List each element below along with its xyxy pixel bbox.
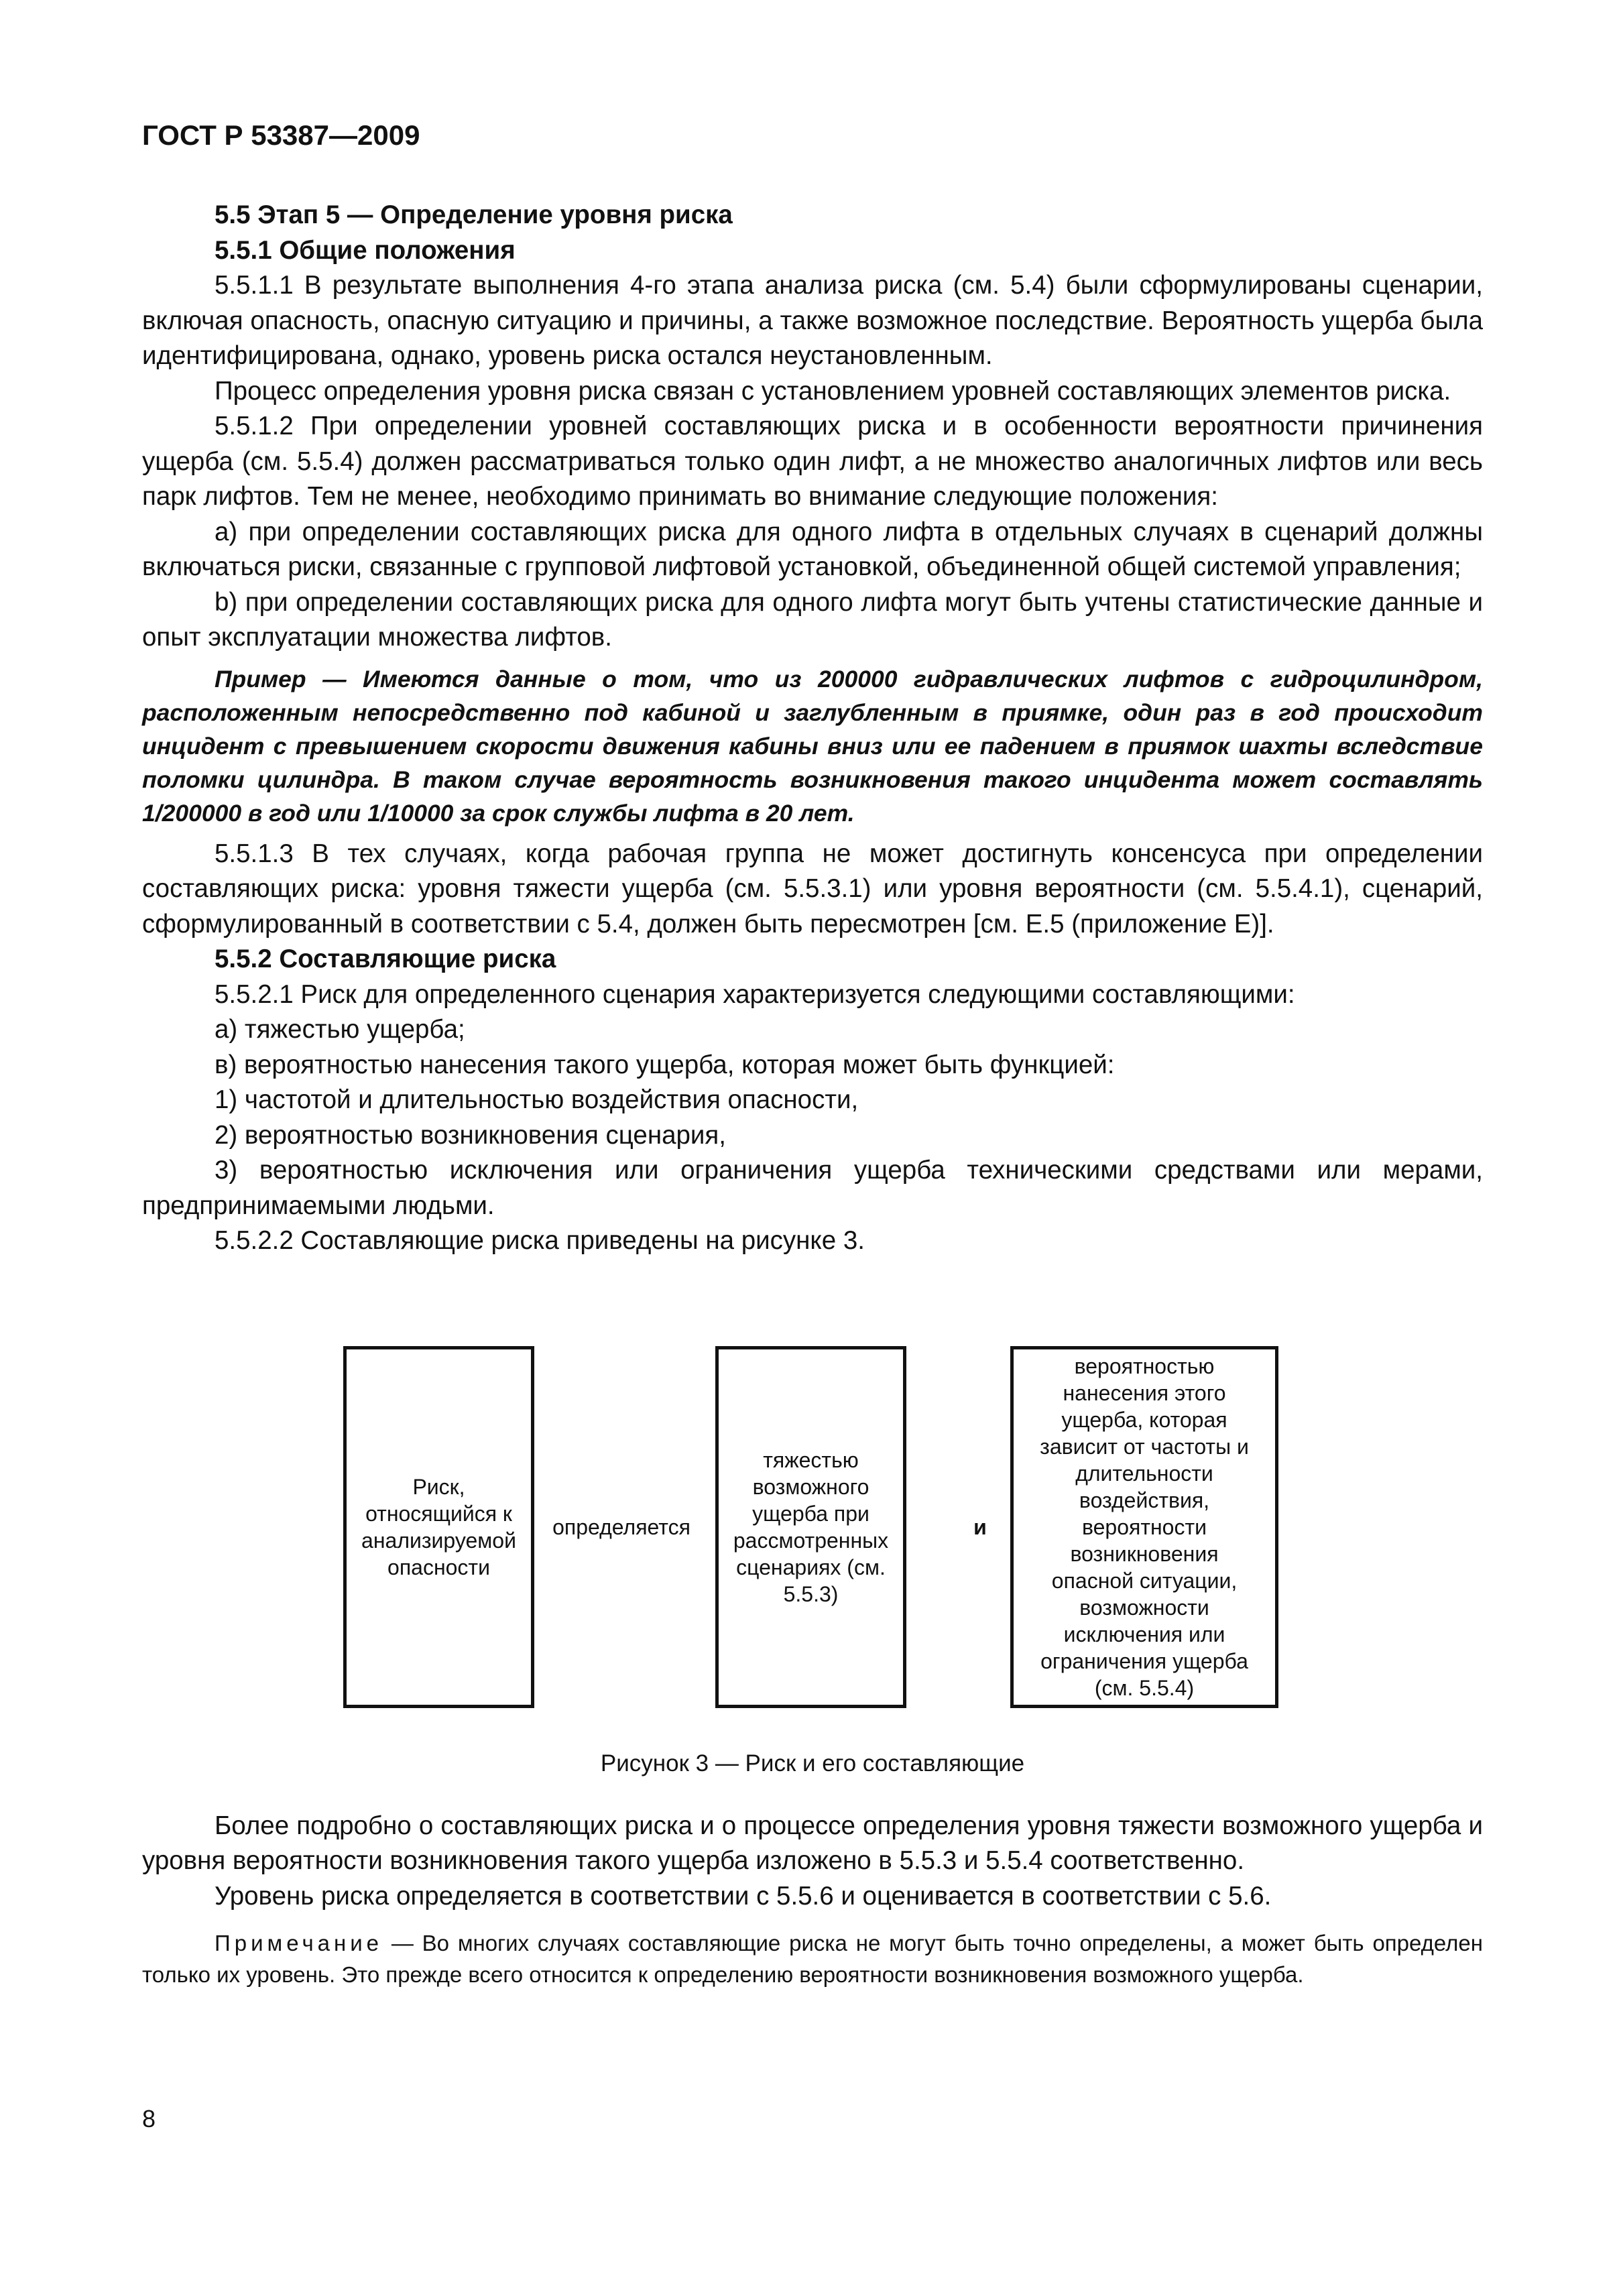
list-item-a: а) тяжестью ущерба; [215,1015,465,1044]
paragraph-5-5-1-2: 5.5.1.2 При определении уровней составляющих риска и в особенности вероятности причинения ущерба (см. 5.5.4) должен рассматриваться только один лифт, а не множество аналогичных лифтов или весь парк лифтов. Тем не менее, необходимо принимать во внимание следующие положения: [142,412,1483,511]
page-content [142,198,1483,1990]
section-5-5-2-title: 5.5.2 Составляющие риска [215,945,556,973]
paragraph-process: Процесс определения уровня риска связан с установлением уровней составляющих элементов риска. [215,376,1451,406]
figure-caption: Рисунок 3 — Риск и его составляющие [600,1750,1025,1776]
document-header: ГОСТ Р 53387—2009 [142,119,420,151]
section-5-5-title: 5.5 Этап 5 — Определение уровня риска [215,200,733,229]
paragraph-more-details: Более подробно о составляющих риска и о процессе определения уровня тяжести возможного ущерба и уровня вероятности возникновения такого ущерба изложено в 5.5.3 и 5.5.4 соответственно. [142,1811,1483,1875]
severity-box-text: тяжестью возможного ущерба при рассмотренных сценариях (см. 5.5.3) [733,1447,889,1606]
probability-box-text: вероятностью нанесения этого ущерба, которая зависит от частоты и длительности воздействия, вероятности возникновения опасной ситуации, возможности исключения или ограничения ущерба (см. 5.5.4) [1040,1353,1249,1700]
example-paragraph: Пример — Имеются данные о том, что из 200000 гидравлических лифтов с гидроцилиндром, расположенным непосредственно под кабиной и заглубленным в приямке, один раз в год происходит инцидент с превышением скорости движения кабины вниз или ее падением в приямок шахты вследствие поломки цилиндра. В таком случае вероятность возникновения такого инцидента может составлять 1/200000 в год или 1/10000 за срок службы лифта в 20 лет. [142,665,1483,827]
severity-box [715,1346,906,1708]
risk-box-text: Риск, относящийся к анализируемой опасности [361,1474,516,1579]
paragraph-5-5-1-1: 5.5.1.1 В результате выполнения 4-го этапа анализа риска (см. 5.4) были сформулированы сценарии, включая опасность, опасную ситуацию и причины, а также возможное последствие. Вероятность ущерба была идентифицирована, однако, уровень риска остался неустановленным. [142,271,1483,370]
note-paragraph [142,1927,1483,1990]
paragraph-5-5-1-3: 5.5.1.3 В тех случаях, когда рабочая группа не может достигнуть консенсуса при определении составляющих риска: уровня тяжести ущерба (см. 5.5.3.1) или уровня вероятности (см. 5.5.4.1), сценарий, сформулированный в соответствии с 5.4, должен быть пересмотрен [см. Е.5 (приложение Е)]. [142,839,1483,939]
determined-label: определяется [552,1514,690,1539]
page-number: 8 [142,2105,156,2132]
paragraph-item-b: b) при определении составляющих риска для одного лифта могут быть учтены статистические данные и опыт эксплуатации множества лифтов. [142,587,1483,652]
note-text: — Во многих случаях составляющие риска не могут быть точно определены, а может быть определен только их уровень. Это прежде всего относится к определению вероятности возникновения возможного ущерба. [142,1931,1483,1987]
and-label: и [973,1514,987,1539]
paragraph-5-5-2-1: 5.5.2.1 Риск для определенного сценария характеризуется следующими составляющими: [215,979,1295,1009]
paragraph-item-a: а) при определении составляющих риска для одного лифта в отдельных случаях в сценарий должны включаться риски, связанные с групповой лифтовой установкой, объединенной общей системой управления; [142,517,1483,581]
probability-box [1010,1346,1278,1708]
paragraph-risk-level: Уровень риска определяется в соответствии с 5.5.6 и оценивается в соответствии с 5.6. [215,1881,1272,1911]
section-5-5-1-title: 5.5.1 Общие положения [215,235,516,265]
list-item-3: 3) вероятностью исключения или ограничения ущерба техническими средствами или мерами, предпринимаемыми людьми. [142,1156,1483,1220]
note-label: Примечание [215,1931,383,1955]
risk-box [343,1346,534,1708]
list-item-b: в) вероятностью нанесения такого ущерба, которая может быть функцией: [215,1050,1115,1079]
figure-3 [142,1299,1483,1809]
list-item-2: 2) вероятностью возникновения сценария, [215,1120,726,1150]
list-item-1: 1) частотой и длительностью воздействия опасности, [215,1085,859,1114]
paragraph-5-5-2-2: 5.5.2.2 Составляющие риска приведены на рисунке 3. [215,1226,865,1255]
